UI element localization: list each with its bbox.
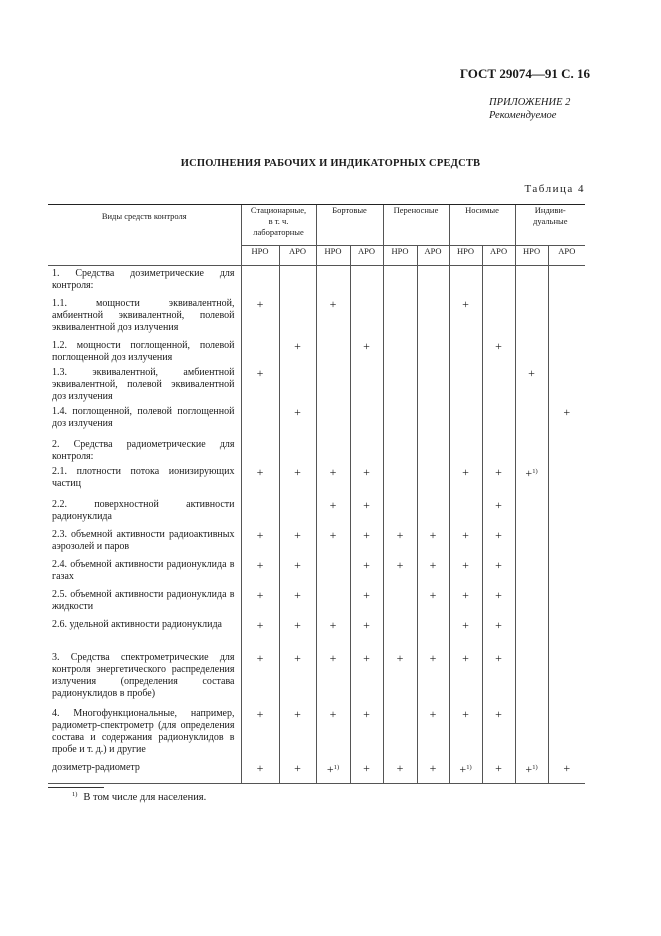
mark-cell: [279, 617, 316, 650]
mark-symbol: +: [462, 296, 469, 311]
row-label: 2. Средства радиометрические для контроля:: [52, 438, 235, 462]
mark-cell: [241, 650, 279, 706]
mark-symbol: +: [396, 760, 404, 775]
mark-cell: [449, 706, 482, 760]
mark-cell: [279, 437, 316, 464]
mark-cell: [482, 650, 515, 706]
mark-symbol: +: [396, 557, 404, 572]
mark-cell: [548, 464, 585, 497]
mark-cell: [417, 338, 449, 365]
mark-cell: [515, 557, 548, 587]
row-label: 2.1. плотности потока ионизирующих частиц: [52, 465, 235, 489]
mark-cell: [241, 527, 279, 557]
mark-cell: [350, 760, 383, 784]
mark-cell: [316, 617, 350, 650]
mark-cell: [241, 617, 279, 650]
mark-cell: [548, 296, 585, 338]
mark-cell: [548, 760, 585, 784]
mark-symbol: +: [429, 706, 437, 721]
mark-cell: [482, 706, 515, 760]
table-row: [48, 587, 585, 617]
mark-symbol: +: [429, 527, 437, 542]
mark-cell: [316, 338, 350, 365]
mark-cell: [548, 404, 585, 437]
mark-cell: [515, 587, 548, 617]
mark-cell: [279, 760, 316, 784]
subheader-cell: НРО: [515, 246, 548, 266]
mark-cell: [241, 587, 279, 617]
mark-cell: [515, 365, 548, 404]
row-label: 1.2. мощности поглощенной, полевой поглощенной доз излучения: [52, 339, 235, 363]
table-row: [48, 557, 585, 587]
mark-cell: [241, 706, 279, 760]
mark-symbol: +: [462, 617, 469, 632]
subheader-cell: НРО: [449, 246, 482, 266]
mark-symbol: +: [495, 587, 502, 602]
table-row: [48, 266, 585, 296]
mark-symbol: +: [495, 527, 502, 542]
mark-cell: [241, 338, 279, 365]
mark-cell: [449, 587, 482, 617]
mark-symbol: +: [563, 760, 571, 775]
mark-symbol: +: [462, 650, 469, 665]
group-header-portable: Переносные: [383, 205, 449, 246]
mark-cell: [316, 296, 350, 338]
mark-cell: [449, 437, 482, 464]
mark-cell: [316, 497, 350, 527]
mark-cell: [383, 617, 417, 650]
table-row: [48, 706, 585, 760]
group-header-individual: [515, 205, 585, 246]
mark-symbol: +: [363, 527, 370, 542]
header-row: [48, 205, 585, 246]
mark-cell: [449, 338, 482, 365]
mark-cell: [515, 266, 548, 296]
mark-symbol: +: [256, 617, 264, 632]
mark-cell: [316, 464, 350, 497]
mark-cell: [482, 464, 515, 497]
mark-cell: [350, 587, 383, 617]
mark-symbol: +: [329, 497, 337, 512]
mark-cell: [417, 296, 449, 338]
mark-symbol: +: [528, 365, 535, 380]
mark-symbol: +: [563, 404, 571, 419]
mark-symbol: +: [326, 761, 334, 776]
row-label: 3. Средства спектрометрические для контроля энергетического распределения излучения (определения состава радионуклидов в пробе): [52, 651, 235, 699]
mark-cell: [417, 587, 449, 617]
mark-symbol: +: [363, 497, 370, 512]
mark-cell: [383, 404, 417, 437]
mark-symbol: +: [329, 650, 337, 665]
mark-symbol: +: [256, 760, 264, 775]
mark-symbol: +: [294, 404, 301, 419]
mark-symbol: +: [329, 296, 337, 311]
group-header-line: в т. ч.: [268, 216, 289, 226]
mark-cell: [350, 617, 383, 650]
mark-cell: [449, 760, 482, 784]
mark-cell: [548, 557, 585, 587]
subheader-cell: АРО: [350, 246, 383, 266]
footnote-ref: 1): [532, 763, 538, 771]
mark-cell: [279, 365, 316, 404]
mark-cell: [316, 437, 350, 464]
mark-cell: [449, 527, 482, 557]
mark-cell: [482, 338, 515, 365]
row-label: 2.4. объемной активности радионуклида в газах: [52, 558, 235, 582]
mark-cell: [449, 266, 482, 296]
mark-symbol: +: [363, 587, 370, 602]
mark-cell: [316, 706, 350, 760]
mark-cell: [241, 404, 279, 437]
mark-symbol: +: [462, 587, 469, 602]
group-header-line: лабораторные: [253, 227, 304, 237]
mark-cell: [279, 706, 316, 760]
row-label: 2.3. объемной активности радиоактивных аэрозолей и паров: [52, 528, 235, 552]
mark-symbol: +: [256, 296, 264, 311]
mark-symbol: +: [363, 706, 370, 721]
table-row: [48, 338, 585, 365]
mark-symbol: +: [294, 617, 301, 632]
mark-cell: [482, 527, 515, 557]
mark-symbol: +: [525, 761, 533, 776]
mark-cell: [449, 404, 482, 437]
mark-cell: [383, 587, 417, 617]
row-label: дозиметр-радиометр: [48, 760, 241, 784]
mark-symbol: +: [495, 617, 502, 632]
table-row: [48, 437, 585, 464]
mark-cell: [241, 437, 279, 464]
mark-symbol: +: [294, 557, 301, 572]
footnote-ref: 1): [466, 763, 472, 771]
mark-cell: [548, 587, 585, 617]
mark-symbol: +: [363, 557, 370, 572]
mark-cell: [482, 296, 515, 338]
mark-cell: [241, 760, 279, 784]
mark-symbol: +: [294, 650, 301, 665]
mark-symbol: +: [495, 497, 502, 512]
mark-cell: [279, 464, 316, 497]
mark-cell: [449, 557, 482, 587]
row-label: 2.6. удельной активности радионуклида: [52, 618, 222, 630]
mark-symbol: +: [363, 650, 370, 665]
mark-symbol: +: [525, 465, 533, 480]
row-label: 2.2. поверхностной активности радионуклида: [52, 498, 235, 522]
mark-cell: [449, 617, 482, 650]
subheader-cell: НРО: [241, 246, 279, 266]
mark-symbol: +: [396, 650, 404, 665]
appendix-note: Рекомендуемое: [489, 110, 557, 121]
mark-cell: [279, 296, 316, 338]
mark-cell: [482, 760, 515, 784]
mark-cell: [279, 266, 316, 296]
mark-symbol: +: [363, 464, 370, 479]
subheader-cell: АРО: [417, 246, 449, 266]
mark-cell: [383, 706, 417, 760]
mark-cell: [515, 338, 548, 365]
mark-cell: [350, 296, 383, 338]
mark-symbol: +: [462, 706, 469, 721]
mark-cell: [417, 650, 449, 706]
mark-cell: [350, 557, 383, 587]
subheader-cell: АРО: [279, 246, 316, 266]
row-label: 1.4. поглощенной, полевой поглощенной доз излучения: [52, 405, 235, 429]
table-row: [48, 497, 585, 527]
mark-symbol: +: [294, 760, 301, 775]
mark-symbol: +: [363, 617, 370, 632]
table-number: Таблица 4: [524, 183, 585, 195]
mark-symbol: +: [294, 706, 301, 721]
mark-cell: [383, 497, 417, 527]
mark-cell: [449, 650, 482, 706]
mark-symbol: +: [294, 464, 301, 479]
mark-symbol: +: [396, 527, 404, 542]
mark-symbol: +: [429, 760, 437, 775]
mark-cell: [515, 527, 548, 557]
mark-cell: [279, 557, 316, 587]
mark-cell: [515, 497, 548, 527]
mark-symbol: +: [363, 760, 370, 775]
subheader-cell: НРО: [383, 246, 417, 266]
appendix-block: [489, 96, 570, 122]
subheader-cell: НРО: [316, 246, 350, 266]
mark-cell: [350, 404, 383, 437]
mark-symbol: +: [459, 761, 467, 776]
mark-cell: [383, 266, 417, 296]
mark-cell: [548, 365, 585, 404]
mark-cell: [482, 404, 515, 437]
mark-cell: [482, 437, 515, 464]
table-row: [48, 365, 585, 404]
mark-symbol: +: [495, 464, 502, 479]
mark-cell: [316, 365, 350, 404]
mark-symbol: +: [429, 557, 437, 572]
mark-cell: [383, 650, 417, 706]
mark-cell: [316, 760, 350, 784]
mark-symbol: +: [495, 557, 502, 572]
mark-cell: [417, 617, 449, 650]
mark-cell: [482, 497, 515, 527]
footnote-mark: 1): [72, 791, 78, 798]
mark-cell: [383, 464, 417, 497]
mark-cell: [515, 464, 548, 497]
mark-cell: [449, 497, 482, 527]
mark-cell: [482, 587, 515, 617]
mark-cell: [350, 437, 383, 464]
mark-symbol: +: [256, 557, 264, 572]
mark-symbol: +: [256, 587, 264, 602]
mark-cell: [316, 404, 350, 437]
mark-cell: [383, 557, 417, 587]
mark-cell: [417, 706, 449, 760]
mark-cell: [383, 760, 417, 784]
mark-cell: [279, 650, 316, 706]
mark-symbol: +: [256, 650, 264, 665]
mark-cell: [383, 527, 417, 557]
row-label: 1.3. эквивалентной, амбиентной эквивалентной, полевой эквивалентной доз излучения: [52, 366, 235, 402]
mark-symbol: +: [462, 464, 469, 479]
mark-cell: [449, 365, 482, 404]
mark-cell: [279, 527, 316, 557]
group-header-line: дуальные: [533, 216, 568, 226]
mark-cell: [417, 527, 449, 557]
table-row: [48, 527, 585, 557]
table-row: [48, 464, 585, 497]
footnote-rule: [48, 787, 104, 788]
mark-cell: [482, 557, 515, 587]
mark-cell: [548, 338, 585, 365]
mark-cell: [350, 266, 383, 296]
mark-cell: [449, 464, 482, 497]
mark-symbol: +: [256, 706, 264, 721]
document-title: ИСПОЛНЕНИЯ РАБОЧИХ И ИНДИКАТОРНЫХ СРЕДСТВ: [180, 158, 481, 169]
table-row: [48, 650, 585, 706]
mark-symbol: +: [429, 650, 437, 665]
footnote: [72, 791, 206, 803]
mark-cell: [548, 706, 585, 760]
group-header-stationary: [241, 205, 316, 246]
footnote-ref: 1): [532, 467, 538, 475]
mark-cell: [548, 497, 585, 527]
mark-cell: [241, 296, 279, 338]
mark-symbol: +: [462, 557, 469, 572]
mark-symbol: +: [256, 464, 264, 479]
mark-symbol: +: [495, 706, 502, 721]
mark-symbol: +: [495, 650, 502, 665]
mark-cell: [316, 587, 350, 617]
mark-cell: [417, 557, 449, 587]
table-row: [48, 296, 585, 338]
row-label: 4. Многофункциональные, например, радиометр-спектрометр (для определения состава и содержания радионуклидов в пробе и т. д.) и другие: [52, 707, 235, 755]
group-header-onboard: Бортовые: [316, 205, 383, 246]
group-header-line: Индиви-: [534, 205, 566, 215]
mark-cell: [350, 365, 383, 404]
mark-cell: [482, 266, 515, 296]
mark-cell: [383, 437, 417, 464]
mark-cell: [316, 557, 350, 587]
mark-cell: [417, 760, 449, 784]
footnote-ref: 1): [333, 763, 340, 771]
mark-cell: [417, 437, 449, 464]
mark-cell: [350, 338, 383, 365]
mark-cell: [241, 266, 279, 296]
mark-cell: [279, 338, 316, 365]
mark-cell: [241, 464, 279, 497]
mark-symbol: +: [294, 527, 301, 542]
column-header-types: Виды средств контроля: [48, 205, 241, 266]
mark-cell: [548, 527, 585, 557]
mark-symbol: +: [329, 706, 337, 721]
mark-symbol: +: [429, 587, 437, 602]
mark-cell: [279, 497, 316, 527]
group-header-line: Стационарные,: [250, 205, 307, 215]
mark-cell: [350, 497, 383, 527]
group-header-wearable: Носимые: [449, 205, 515, 246]
instruments-table: [48, 204, 585, 784]
table-row: [48, 760, 585, 784]
mark-symbol: +: [256, 527, 264, 542]
mark-cell: [515, 650, 548, 706]
mark-cell: [417, 404, 449, 437]
mark-symbol: +: [495, 338, 502, 353]
mark-cell: [316, 650, 350, 706]
mark-cell: [316, 527, 350, 557]
mark-cell: [350, 706, 383, 760]
mark-cell: [548, 437, 585, 464]
mark-cell: [417, 365, 449, 404]
mark-symbol: +: [462, 527, 469, 542]
gost-header: ГОСТ 29074—91 С. 16: [459, 66, 590, 81]
mark-symbol: +: [329, 464, 337, 479]
mark-cell: [279, 404, 316, 437]
subheader-cell: АРО: [482, 246, 515, 266]
mark-cell: [316, 266, 350, 296]
mark-cell: [350, 527, 383, 557]
table-row: [48, 617, 585, 650]
mark-cell: [350, 464, 383, 497]
mark-cell: [383, 296, 417, 338]
mark-symbol: +: [294, 338, 301, 353]
mark-cell: [515, 437, 548, 464]
mark-cell: [241, 365, 279, 404]
subheader-cell: АРО: [548, 246, 585, 266]
mark-cell: [548, 650, 585, 706]
mark-symbol: +: [256, 365, 264, 380]
mark-cell: [383, 365, 417, 404]
appendix-label: ПРИЛОЖЕНИЕ 2: [489, 97, 571, 108]
mark-cell: [417, 464, 449, 497]
row-label: 1. Средства дозиметрические для контроля:: [52, 268, 235, 291]
mark-cell: [383, 338, 417, 365]
mark-symbol: +: [329, 527, 337, 542]
row-label: 1.1. мощности эквивалентной, амбиентной эквивалентной, полевой эквивалентной доз излучения: [52, 297, 235, 333]
table-row: [48, 404, 585, 437]
mark-cell: [417, 266, 449, 296]
mark-cell: [548, 266, 585, 296]
mark-cell: [515, 706, 548, 760]
mark-symbol: +: [363, 338, 370, 353]
mark-symbol: +: [329, 617, 337, 632]
mark-cell: [482, 365, 515, 404]
row-label: 2.5. объемной активности радионуклида в жидкости: [52, 588, 235, 612]
mark-symbol: +: [495, 760, 502, 775]
mark-cell: [515, 404, 548, 437]
mark-cell: [515, 296, 548, 338]
mark-cell: [241, 497, 279, 527]
mark-cell: [417, 497, 449, 527]
mark-cell: [279, 587, 316, 617]
mark-cell: [515, 617, 548, 650]
mark-cell: [482, 617, 515, 650]
mark-cell: [449, 296, 482, 338]
mark-symbol: +: [294, 587, 301, 602]
mark-cell: [241, 557, 279, 587]
mark-cell: [548, 617, 585, 650]
mark-cell: [515, 760, 548, 784]
footnote-text: В том числе для населения.: [83, 792, 207, 803]
mark-cell: [350, 650, 383, 706]
